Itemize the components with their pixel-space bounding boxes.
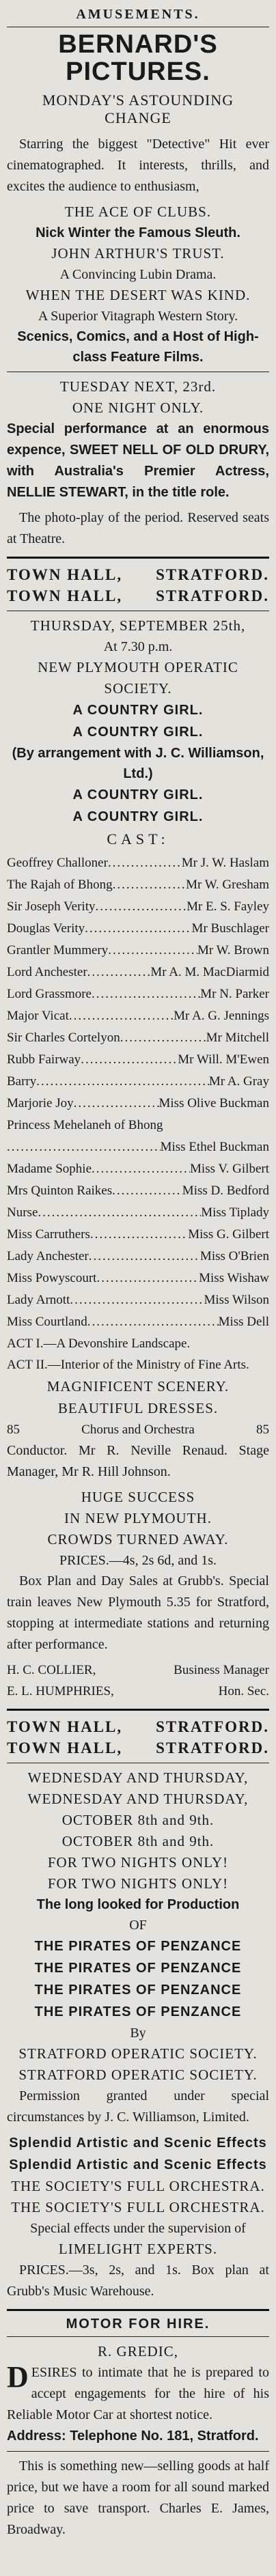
- box-plan-note: Box Plan and Day Sales at Grubb's. Special train leaves New Plymouth 5.35 for Stratford, stopping at intermediate stations and returning after performance.: [7, 1573, 269, 1652]
- closing-notice: This is something new—selling goods at half price, but we have a room for all sound marked price to save transport. Charles E. James, Broadway.: [7, 2458, 269, 2537]
- society-name: STRATFORD OPERATIC SOCIETY.: [18, 2045, 258, 2062]
- cast-row: Lord Anchester ..... Mr A. M. MacDiarmid: [7, 962, 269, 983]
- cast-row: Madame Sophie ..... Miss V. Gilbert: [7, 1158, 269, 1180]
- cast-row: Miss Courtland ..... Miss Dell: [7, 1311, 269, 1333]
- show-title: A COUNTRY GIRL.: [72, 724, 204, 740]
- dates-line: OCTOBER 8th and 9th.: [61, 1811, 215, 1828]
- prices-line: PRICES.—3s, 2s, and 1s. Box plan at Grubb's Music Warehouse.: [7, 2262, 269, 2299]
- official-row: H. C. COLLIER, Business Manager: [7, 1662, 269, 1677]
- act-one: ACT I.—A Devonshire Landscape.: [7, 1336, 191, 1351]
- film-title: WHEN THE DESERT WAS KIND.: [25, 286, 251, 303]
- divider: [7, 557, 269, 559]
- cast-row: Princess Mehelaneh of Bhong: [7, 1117, 163, 1132]
- advertiser-name: R. GREDIC,: [98, 2342, 178, 2360]
- bernard-title: BERNARD'S PICTURES.: [58, 30, 218, 86]
- conductor-line: Conductor. Mr R. Neville Renaud. Stage Manager, Mr R. Hill Johnson.: [7, 1442, 269, 1479]
- orchestra-line: THE SOCIETY'S FULL ORCHESTRA.: [11, 2177, 265, 2194]
- venue-line: TOWN HALL, STRATFORD.: [7, 565, 269, 583]
- cast-row: Marjorie Joy ..... Miss Olive Buckman: [7, 1093, 269, 1115]
- cast-heading: CAST:: [107, 830, 169, 848]
- cast-row: Lady Arnott ..... Miss Wilson: [7, 1289, 269, 1311]
- cast-row: Rubb Fairway ..... Mr Will. M'Ewen: [7, 1049, 269, 1071]
- cast-row: Grantler Mummery ..... Mr W. Brown: [7, 940, 269, 962]
- performance-date: THURSDAY, SEPTEMBER 25th,: [30, 617, 246, 634]
- limelight-line: LIMELIGHT EXPERTS.: [58, 2240, 218, 2257]
- permission-note: Permission granted under special circumstances by J. C. Williamson, Limited.: [7, 2088, 269, 2125]
- show-title: A COUNTRY GIRL.: [72, 787, 204, 802]
- venue-line: TOWN HALL, STRATFORD.: [7, 587, 269, 604]
- cast-row: Lord Grassmore ..... Mr N. Parker: [7, 983, 269, 1005]
- of-line: OF: [129, 1917, 147, 1933]
- days-line: WEDNESDAY AND THURSDAY,: [27, 1769, 249, 1786]
- cast-row: Lady Anchester ..... Miss O'Brien: [7, 1246, 269, 1268]
- bernard-ad: [7, 31, 269, 550]
- pirates-ad: [7, 1716, 269, 2302]
- tuesday-line: TUESDAY NEXT, 23rd.: [59, 378, 217, 395]
- nights-line: FOR TWO NIGHTS ONLY!: [47, 1875, 229, 1892]
- special-performance: Special performance at an enormous expence, SWEET NELL OF OLD DRURY, with Australia's Premier Actress, NELLIE STEWART, in the title role.: [7, 421, 269, 500]
- cast-list: [7, 852, 269, 1333]
- show-title: THE PIRATES OF PENZANCE: [34, 1982, 242, 1998]
- venue-line: TOWN HALL, STRATFORD.: [7, 1739, 269, 1756]
- long-looked-line: The long looked for Production: [36, 1896, 240, 1912]
- official-row: E. L. HUMPHRIES, Hon. Sec.: [7, 1683, 269, 1698]
- society-name: NEW PLYMOUTH OPERATIC SOCIETY.: [38, 658, 238, 697]
- show-title: THE PIRATES OF PENZANCE: [34, 1938, 242, 1954]
- prices-line: PRICES.—4s, 2s 6d, and 1s.: [59, 1552, 217, 1568]
- cast-row: Mrs Quinton Raikes ..... Miss D. Bedford: [7, 1180, 269, 1202]
- cast-row: The Rajah of Bhong ..... Mr W. Gresham: [7, 874, 269, 896]
- venue-line: TOWN HALL, STRATFORD.: [7, 1718, 269, 1735]
- cast-row: Miss Powyscourt ..... Miss Wishaw: [7, 1268, 269, 1289]
- scenery-line: MAGNIFICENT SCENERY. BEAUTIFUL DRESSES.: [46, 1377, 230, 1416]
- days-line: WEDNESDAY AND THURSDAY,: [27, 1790, 249, 1807]
- bernard-subtitle: MONDAY'S ASTOUNDING CHANGE: [42, 91, 234, 126]
- divider: [7, 2309, 269, 2311]
- show-title: A COUNTRY GIRL.: [72, 702, 204, 718]
- motor-address: Address: Telephone No. 181, Stratford.: [7, 2428, 259, 2444]
- divider: [7, 2336, 269, 2337]
- one-night-line: ONE NIGHT ONLY.: [72, 399, 204, 416]
- divider: [7, 1709, 269, 1711]
- film-title: THE ACE OF CLUBS.: [64, 203, 212, 220]
- motor-body: DESIRES to intimate that he is prepared to accept engagements for the hire of his Reliable Motor Car at shortest notice.: [7, 2360, 269, 2422]
- nights-line: FOR TWO NIGHTS ONLY!: [47, 1853, 229, 1871]
- cast-row: Sir Joseph Verity ..... Mr E. S. Fayley: [7, 896, 269, 918]
- by-line: By: [130, 2025, 146, 2041]
- section-header: AMUSEMENTS.: [76, 7, 200, 22]
- cast-row: Major Vicat ..... Mr A. G. Jennings: [7, 1005, 269, 1027]
- orchestra-line: THE SOCIETY'S FULL ORCHESTRA.: [11, 2198, 265, 2215]
- cast-row: Nurse ..... Miss Tiplady: [7, 1202, 269, 1224]
- cast-row: ..... Miss Ethel Buckman: [7, 1136, 269, 1158]
- show-title: THE PIRATES OF PENZANCE: [34, 1960, 242, 1976]
- cast-row: Geoffrey Challoner ..... Mr J. W. Haslam: [7, 852, 269, 874]
- arrangement-note: (By arrangement with J. C. Williamson, Ltd.): [12, 745, 264, 781]
- cast-row: Sir Charles Cortelyon ..... Mr Mitchell: [7, 1027, 269, 1049]
- special-effects-line: Special effects under the supervision of: [30, 2220, 246, 2236]
- film-note: Nick Winter the Famous Sleuth.: [36, 225, 240, 240]
- film-note: A Convincing Lubin Drama.: [59, 266, 217, 282]
- country-girl-ad: [7, 564, 269, 1702]
- drop-cap: D: [7, 2360, 29, 2394]
- act-two: ACT II.—Interior of the Ministry of Fine Arts.: [7, 1357, 249, 1372]
- photoplay-note: The photo-play of the period. Reserved seats at Theatre.: [7, 509, 269, 546]
- show-title: THE PIRATES OF PENZANCE: [34, 2004, 242, 2019]
- bernard-intro: Starring the biggest "Detective" Hit ever cinematographed. It interests, thrills, and excites the audience to enthusiasm,: [7, 136, 269, 194]
- chorus-line: 85 Chorus and Orchestra 85: [7, 1422, 269, 1437]
- motor-ad: [7, 2316, 269, 2540]
- performance-time: At 7.30 p.m.: [103, 639, 173, 654]
- cast-row: Miss Carruthers ..... Miss G. Gilbert: [7, 1224, 269, 1246]
- dates-line: OCTOBER 8th and 9th.: [61, 1832, 215, 1849]
- cast-row: Douglas Verity ..... Mr Buschlager: [7, 918, 269, 940]
- effects-line: Splendid Artistic and Scenic Effects: [9, 2157, 267, 2172]
- extras-note: Scenics, Comics, and a Host of High-class Feature Films.: [17, 328, 259, 365]
- success-line: HUGE SUCCESS: [81, 1488, 195, 1505]
- society-name: STRATFORD OPERATIC SOCIETY.: [18, 2066, 258, 2083]
- location-line: IN NEW PLYMOUTH.: [64, 1509, 212, 1526]
- cast-row: Barry ..... Mr A. Gray: [7, 1071, 269, 1093]
- crowds-line: CROWDS TURNED AWAY.: [47, 1530, 229, 1548]
- film-title: JOHN ARTHUR'S TRUST.: [51, 244, 225, 262]
- motor-heading: MOTOR FOR HIRE.: [66, 2316, 210, 2332]
- film-note: A Superior Vitagraph Western Story.: [38, 308, 238, 324]
- effects-line: Splendid Artistic and Scenic Effects: [9, 2135, 267, 2151]
- divider: [7, 2451, 269, 2452]
- show-title: A COUNTRY GIRL.: [72, 809, 204, 824]
